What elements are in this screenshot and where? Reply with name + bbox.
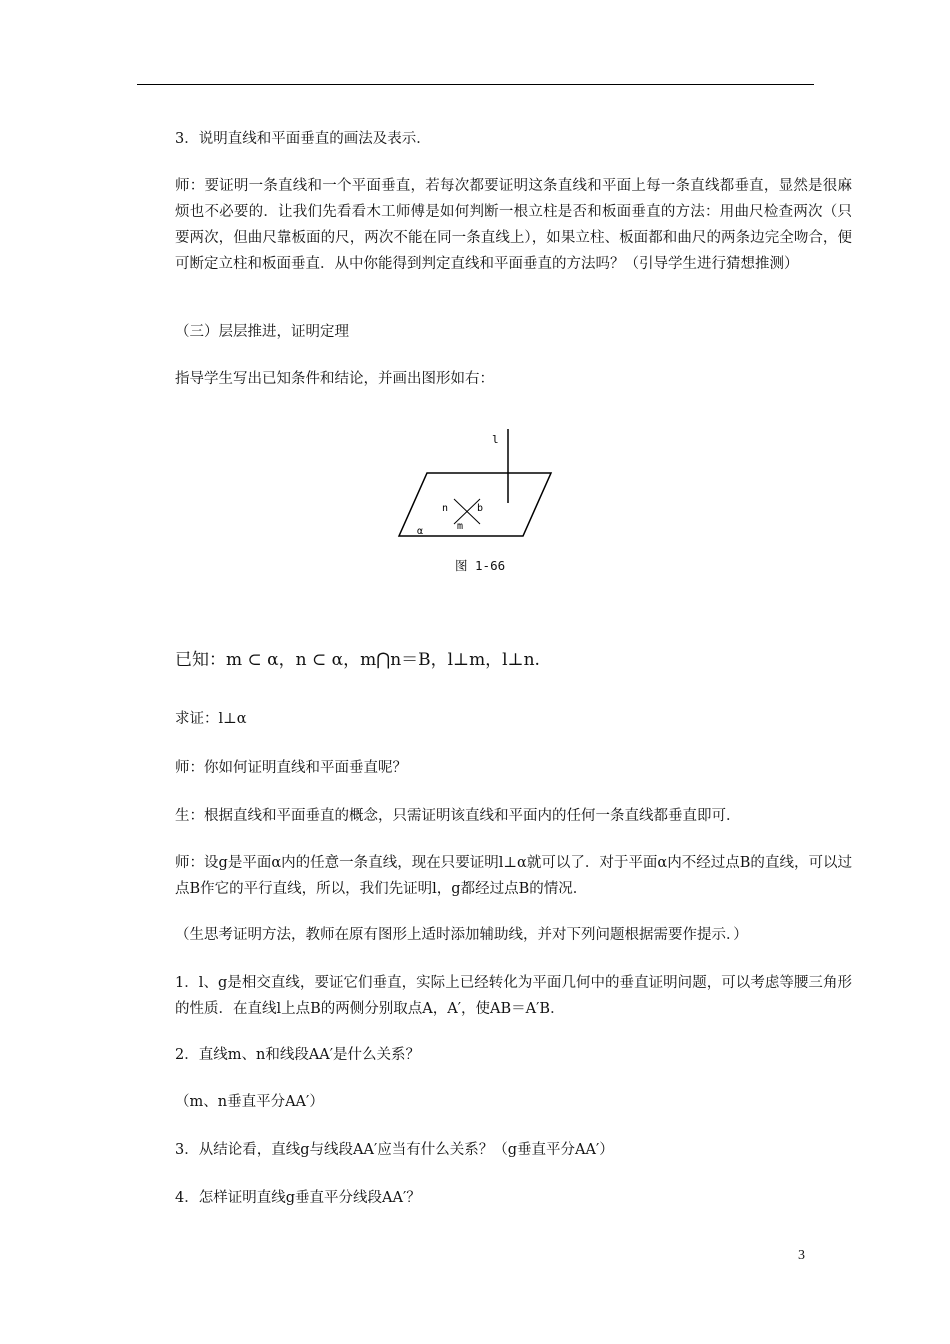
teacher-question: 师：你如何证明直线和平面垂直呢？ xyxy=(175,760,407,776)
section-heading: （三）层层推进，证明定理 xyxy=(175,324,349,340)
step-1: 1．l、g是相交直线，要证它们垂直，实际上已经转化为平面几何中的垂直证明问题，可以考虑等腰三角形的性质．在直线l上点B的两侧分别取点A，A′，使AB＝A′B． xyxy=(175,975,852,1017)
paragraph-5: 师：设g是平面α内的任意一条直线，现在只要证明l⊥α就可以了．对于平面α内不经过点B的直线，可以过点B作它的平行直线，所以，我们先证明l，g都经过点B的情况． xyxy=(175,855,852,897)
page-number: 3 xyxy=(798,1248,805,1263)
label-alpha: α xyxy=(417,526,424,537)
step-2-answer: （m、n垂直平分AA′） xyxy=(175,1094,324,1110)
label-l: l xyxy=(492,433,499,446)
prove-statement: 求证：l⊥α xyxy=(175,711,247,727)
paragraph-4: 指导学生写出已知条件和结论，并画出图形如右： xyxy=(175,371,494,387)
figure-caption: 图 1-66 xyxy=(455,558,506,573)
student-answer: 生：根据直线和平面垂直的概念，只需证明该直线和平面内的任何一条直线都垂直即可． xyxy=(175,808,741,824)
geometry-figure xyxy=(396,423,556,578)
label-b: b xyxy=(477,503,484,514)
paragraph-6: （生思考证明方法，教师在原有图形上适时添加辅助线，并对下列问题根据需要作提示．） xyxy=(175,927,748,943)
plane-line-diagram xyxy=(396,423,556,553)
paragraph-1: 3．说明直线和平面垂直的画法及表示． xyxy=(175,131,431,147)
header-rule xyxy=(137,84,814,85)
paragraph-2: 师：要证明一条直线和一个平面垂直，若每次都要证明这条直线和平面上每一条直线都垂直，显然是很麻烦也不必要的．让我们先看看木工师傅是如何判断一根立柱是否和板面垂直的方法：用曲尺检查两次（只要两次，但曲尺靠板面的尺，两次不能在同一条直线上），如果立柱、板面都和曲尺的两条边完全吻合，便可断定立柱和板面垂直．从中你能得到判定直线和平面垂直的方法吗？（引导学生进行猜想推测） xyxy=(175,178,852,272)
step-3: 3．从结论看，直线g与线段AA′应当有什么关系？（g垂直平分AA′） xyxy=(175,1142,614,1158)
given-statement: 已知：m ⊂ α，n ⊂ α，m⋂n＝B，l⊥m，l⊥n. xyxy=(175,650,540,670)
step-2: 2．直线m、n和线段AA′是什么关系？ xyxy=(175,1047,421,1063)
step-4: 4．怎样证明直线g垂直平分线段AA′？ xyxy=(175,1190,421,1206)
label-n: n xyxy=(442,503,449,514)
label-m: m xyxy=(457,521,464,532)
